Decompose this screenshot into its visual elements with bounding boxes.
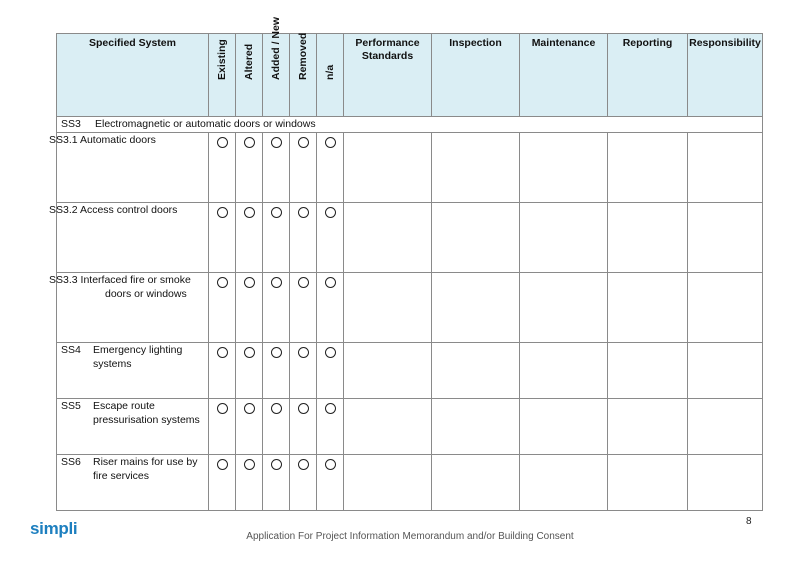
- added-new-radio[interactable]: [271, 137, 282, 148]
- col-performance-standards: Performance Standards: [344, 34, 432, 117]
- section-heading: [57, 117, 763, 133]
- row-code: SS3.1: [49, 134, 78, 146]
- row-label: Escape route pressurisation systems: [93, 400, 200, 426]
- row-label: Riser mains for use by fire services: [93, 456, 198, 482]
- responsibility-cell[interactable]: [688, 399, 763, 455]
- altered-radio[interactable]: [244, 207, 255, 218]
- row-code: SS6: [61, 456, 81, 468]
- existing-radio[interactable]: [217, 403, 228, 414]
- removed-radio[interactable]: [298, 347, 309, 358]
- performance-standards-cell[interactable]: [344, 455, 432, 511]
- row-code: SS3.2: [49, 204, 78, 216]
- existing-radio[interactable]: [217, 347, 228, 358]
- row-name-cell: [49, 203, 209, 273]
- row-code: SS5: [61, 400, 81, 412]
- altered-radio[interactable]: [244, 459, 255, 470]
- altered-radio[interactable]: [244, 277, 255, 288]
- removed-radio[interactable]: [298, 137, 309, 148]
- added-new-radio[interactable]: [271, 277, 282, 288]
- na-radio[interactable]: [325, 137, 336, 148]
- row-label: Access control doors: [79, 204, 178, 216]
- col-inspection: Inspection: [432, 34, 520, 117]
- col-specified-system: Specified System: [57, 34, 209, 117]
- existing-radio[interactable]: [217, 459, 228, 470]
- maintenance-cell[interactable]: [520, 455, 608, 511]
- performance-standards-cell[interactable]: [344, 399, 432, 455]
- na-radio[interactable]: [325, 207, 336, 218]
- na-radio[interactable]: [325, 403, 336, 414]
- row-name-cell: [57, 455, 209, 511]
- row-label: Emergency lighting systems: [93, 344, 183, 370]
- existing-radio[interactable]: [217, 137, 228, 148]
- section-row-ss3: [57, 117, 763, 133]
- row-name-cell: [57, 399, 209, 455]
- reporting-cell[interactable]: [608, 273, 688, 343]
- table-row: [57, 273, 763, 343]
- responsibility-cell[interactable]: [688, 203, 763, 273]
- header-row: [57, 34, 763, 117]
- added-new-radio[interactable]: [271, 403, 282, 414]
- table-row: [57, 399, 763, 455]
- performance-standards-cell[interactable]: [344, 273, 432, 343]
- maintenance-cell[interactable]: [520, 343, 608, 399]
- page-number: 8: [746, 516, 752, 527]
- inspection-cell[interactable]: [432, 455, 520, 511]
- reporting-cell[interactable]: [608, 455, 688, 511]
- col-added-new: Added / New: [263, 34, 290, 117]
- added-new-radio[interactable]: [271, 347, 282, 358]
- performance-standards-cell[interactable]: [344, 343, 432, 399]
- section-label: Electromagnetic or automatic doors or windows: [95, 118, 316, 130]
- responsibility-cell[interactable]: [688, 343, 763, 399]
- maintenance-cell[interactable]: [520, 399, 608, 455]
- removed-radio[interactable]: [298, 403, 309, 414]
- existing-radio[interactable]: [217, 207, 228, 218]
- maintenance-cell[interactable]: [520, 133, 608, 203]
- reporting-cell[interactable]: [608, 343, 688, 399]
- na-radio[interactable]: [325, 459, 336, 470]
- col-removed: Removed: [290, 34, 317, 117]
- table-row: [57, 343, 763, 399]
- table-row: [57, 203, 763, 273]
- inspection-cell[interactable]: [432, 343, 520, 399]
- reporting-cell[interactable]: [608, 203, 688, 273]
- col-na: n/a: [317, 34, 344, 117]
- inspection-cell[interactable]: [432, 273, 520, 343]
- performance-standards-cell[interactable]: [344, 133, 432, 203]
- section-code: SS3: [61, 118, 81, 130]
- row-name-cell: [49, 133, 209, 203]
- na-radio[interactable]: [325, 347, 336, 358]
- table-row: [57, 133, 763, 203]
- col-maintenance: Maintenance: [520, 34, 608, 117]
- responsibility-cell[interactable]: [688, 273, 763, 343]
- simpli-logo: simpli: [30, 519, 78, 538]
- altered-radio[interactable]: [244, 347, 255, 358]
- col-responsibility: Responsibility: [688, 34, 763, 117]
- col-altered: Altered: [236, 34, 263, 117]
- inspection-cell[interactable]: [432, 203, 520, 273]
- col-reporting: Reporting: [608, 34, 688, 117]
- altered-radio[interactable]: [244, 137, 255, 148]
- inspection-cell[interactable]: [432, 399, 520, 455]
- existing-radio[interactable]: [217, 277, 228, 288]
- removed-radio[interactable]: [298, 459, 309, 470]
- table-row: [57, 455, 763, 511]
- reporting-cell[interactable]: [608, 133, 688, 203]
- responsibility-cell[interactable]: [688, 133, 763, 203]
- inspection-cell[interactable]: [432, 133, 520, 203]
- row-name-cell: [57, 343, 209, 399]
- row-label: Automatic doors: [79, 134, 156, 146]
- reporting-cell[interactable]: [608, 399, 688, 455]
- added-new-radio[interactable]: [271, 207, 282, 218]
- specified-systems-table: [49, 16, 763, 511]
- added-new-radio[interactable]: [271, 459, 282, 470]
- row-code: SS4: [61, 344, 81, 356]
- row-code: SS3.3: [49, 274, 78, 286]
- maintenance-cell[interactable]: [520, 203, 608, 273]
- row-name-cell: [49, 273, 209, 343]
- footer-title: Application For Project Information Memorandum and/or Building Consent: [246, 531, 574, 542]
- removed-radio[interactable]: [298, 277, 309, 288]
- row-label: Interfaced fire or smoke doors or windows: [80, 274, 191, 300]
- performance-standards-cell[interactable]: [344, 203, 432, 273]
- responsibility-cell[interactable]: [688, 455, 763, 511]
- na-radio[interactable]: [325, 277, 336, 288]
- altered-radio[interactable]: [244, 403, 255, 414]
- maintenance-cell[interactable]: [520, 273, 608, 343]
- removed-radio[interactable]: [298, 207, 309, 218]
- col-existing: Existing: [209, 34, 236, 117]
